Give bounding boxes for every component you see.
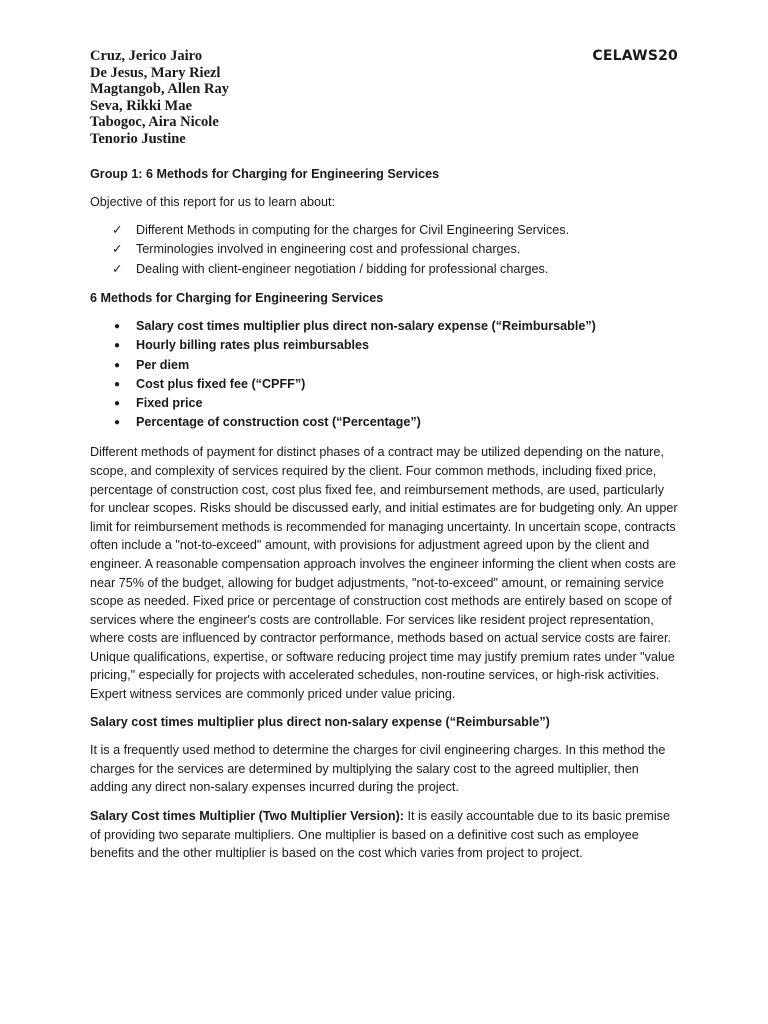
reimbursable-heading: Salary cost times multiplier plus direct non-salary expense (“Reimbursable”) xyxy=(90,714,550,729)
list-item xyxy=(90,356,680,375)
group-title: Group 1: 6 Methods for Charging for Engineering Services xyxy=(90,166,440,181)
list-item xyxy=(90,394,680,413)
method-text: Fixed price xyxy=(136,395,203,410)
two-multiplier-label: Salary Cost times Multiplier (Two Multiplier Version): xyxy=(90,809,404,824)
reimbursable-paragraph: It is a frequently used method to determine the charges for civil engineering charges. In this method the charges for the services are determined by multiplying the salary cost to the agreed multiplier, then adding any direct non-salary expenses incurred during the project. xyxy=(90,743,666,795)
list-item xyxy=(90,413,680,432)
list-item xyxy=(90,375,680,394)
check-mark-icon: ✓ xyxy=(112,222,123,237)
author-name: Tenorio Justine xyxy=(90,130,186,147)
objective-intro: Objective of this report for us to learn about: xyxy=(90,195,336,210)
objective-text: Dealing with client-engineer negotiation / bidding for professional charges. xyxy=(136,261,549,276)
objective-text: Different Methods in computing for the charges for Civil Engineering Services. xyxy=(136,222,570,237)
two-multiplier-text: It is easily accountable due to its basic premise of providing two separate multipliers. One multiplier is based on a definitive cost such as employee benefits and the other multiplier is based on the cost which varies from project to project. xyxy=(90,809,670,861)
objective-text: Terminologies involved in engineering cost and professional charges. xyxy=(136,242,521,257)
list-item xyxy=(90,221,680,241)
method-text: Cost plus fixed fee (“CPFF”) xyxy=(136,376,306,391)
list-item xyxy=(90,240,680,260)
bullet-icon: ● xyxy=(114,378,121,390)
method-text: Salary cost times multiplier plus direct non-salary expense (“Reimbursable”) xyxy=(136,319,596,334)
overview-paragraph: Different methods of payment for distinct phases of a contract may be utilized depending on the nature, scope, and complexity of services required by the client. Four common methods, including fixed price, percentage of construction cost, cost plus fixed fee, and reimbursement methods, are used, particularly for unclear scopes. Risks should be discussed early, and initial estimates are for budgeting only. An upper limit for reimbursement methods is recommended for managing uncertainty. In uncertain scope, contracts often include a "not-to-exceed" amount, with provisions for adjustment agreed upon by the client and engineer. A reasonable compensation approach involves the engineer informing the client when costs are near 75% of the budget, allowing for budget adjustments, "not-to-exceed" amount, or remaining service scope as needed. Fixed price or percentage of construction cost methods are entirely based on scope of services where the engineer's costs are controllable. For services like resident project representation, where costs are influenced by contractor performance, methods based on actual service costs are fairer. Unique qualifications, expertise, or software reducing project time may justify premium rates under "value pricing," especially for projects with accelerated schedules, non-routine services, or high-risk activities. Expert witness services are commonly priced under value pricing. xyxy=(90,445,678,702)
author-name: Tabogoc, Aira Nicole xyxy=(90,114,219,131)
bullet-icon: ● xyxy=(114,417,121,429)
author-name: De Jesus, Mary Riezl xyxy=(90,64,221,81)
two-multiplier-paragraph xyxy=(90,807,680,863)
method-text: Per diem xyxy=(136,357,190,372)
list-item xyxy=(90,260,680,280)
bullet-icon: ● xyxy=(114,340,121,352)
method-text: Percentage of construction cost (“Percentage”) xyxy=(136,415,421,430)
check-mark-icon: ✓ xyxy=(112,261,123,276)
methods-list xyxy=(90,317,680,432)
author-name: Cruz, Jerico Jairo xyxy=(90,48,203,64)
methods-heading: 6 Methods for Charging for Engineering Services xyxy=(90,290,384,305)
bullet-icon: ● xyxy=(114,359,121,371)
method-text: Hourly billing rates plus reimbursables xyxy=(136,338,370,353)
objective-list xyxy=(90,221,680,280)
bullet-icon: ● xyxy=(114,397,121,409)
bullet-icon: ● xyxy=(114,321,121,333)
list-item xyxy=(90,336,680,355)
author-name: Magtangob, Allen Ray xyxy=(90,81,229,98)
check-mark-icon: ✓ xyxy=(112,242,123,257)
author-name: Seva, Rikki Mae xyxy=(90,97,192,114)
list-item xyxy=(90,317,680,336)
course-code: CELAWS20 xyxy=(592,48,678,64)
